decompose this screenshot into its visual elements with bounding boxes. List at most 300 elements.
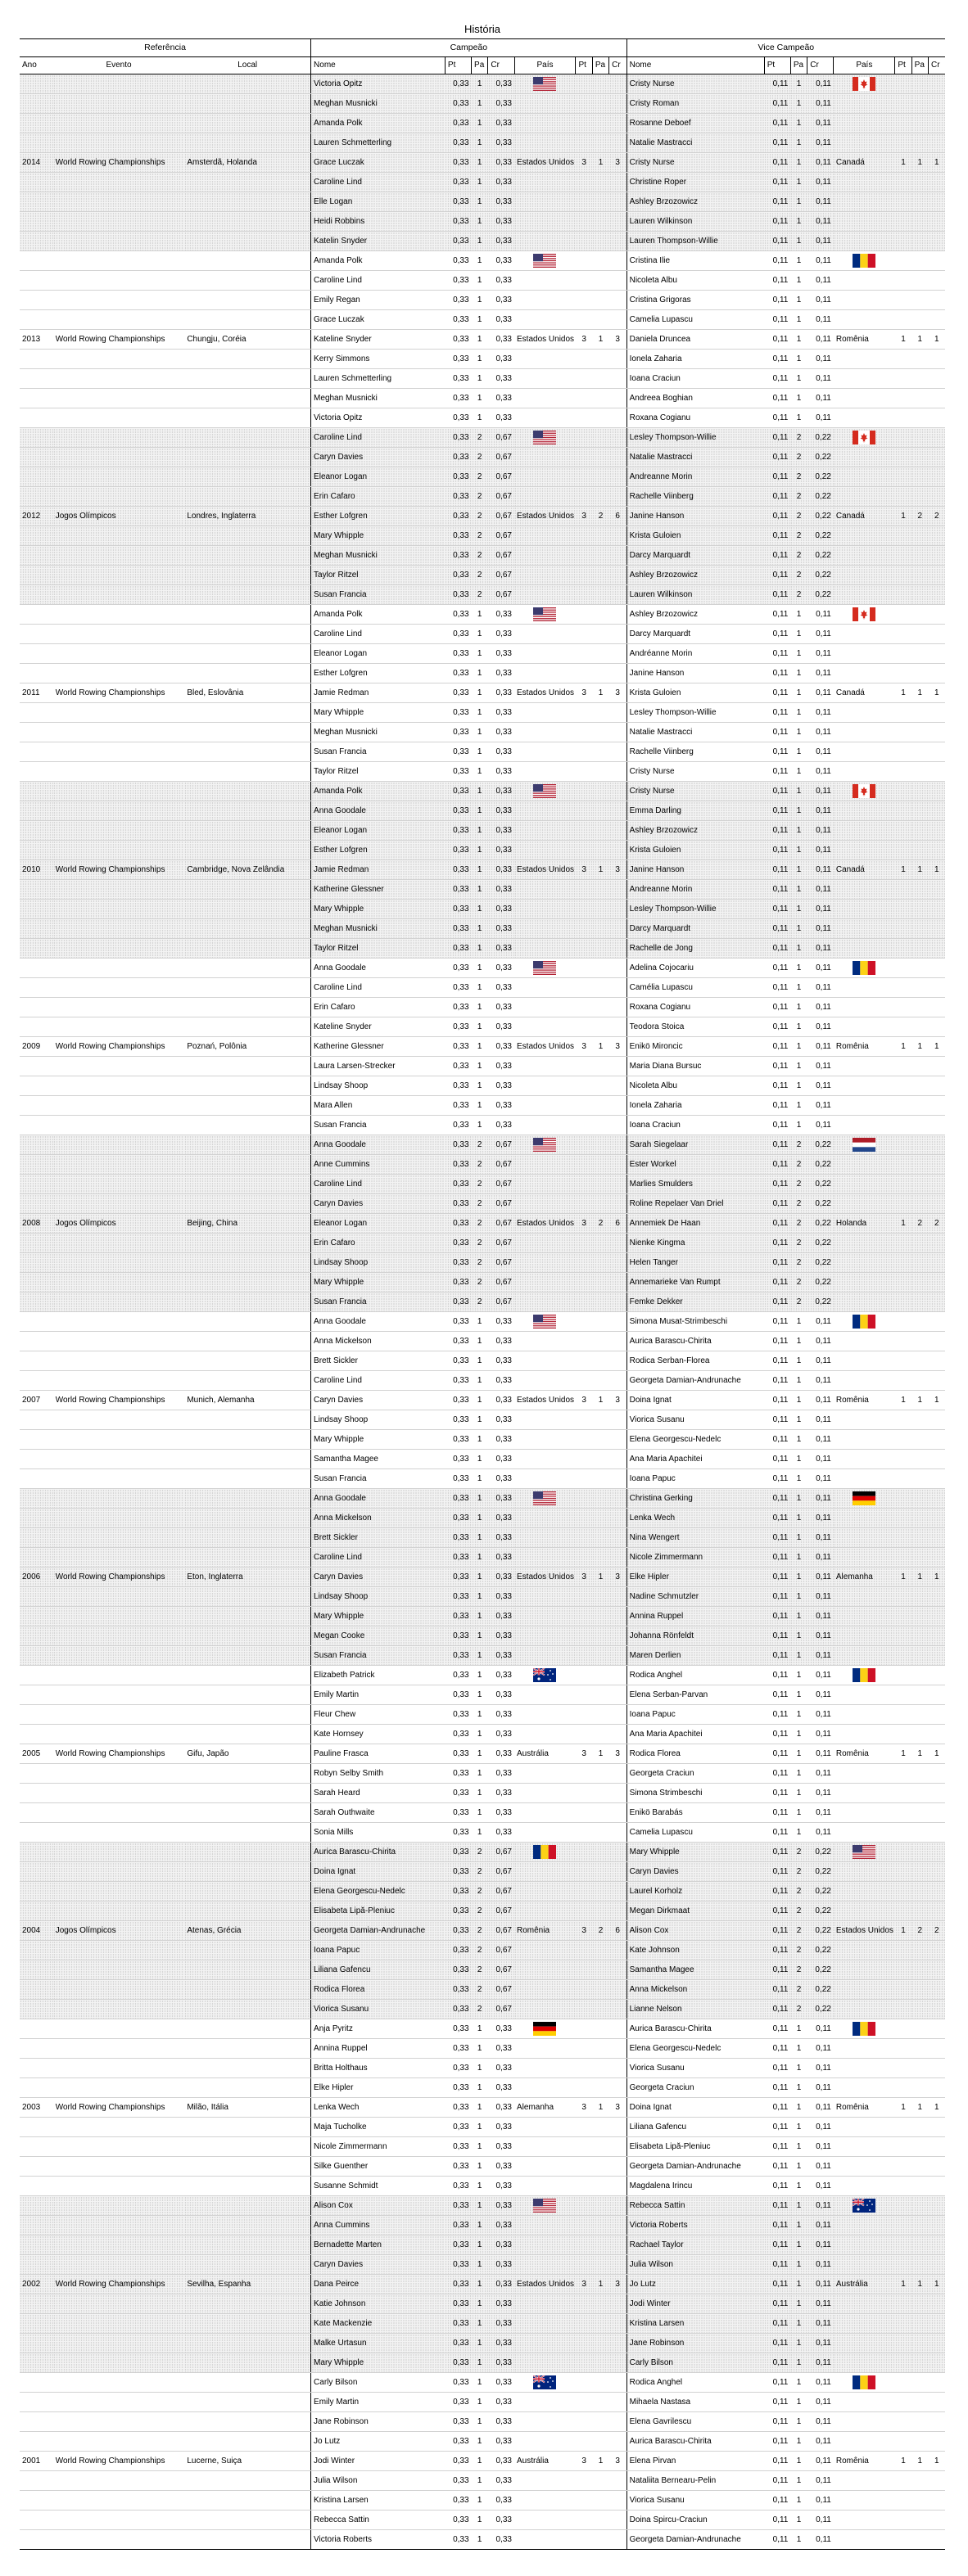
vice-total-pt — [895, 2118, 911, 2137]
ano-cell: 2013 — [20, 330, 53, 350]
champ-total-pt — [576, 2078, 592, 2098]
champ-pt: 0,33 — [445, 900, 471, 919]
evento-cell — [53, 2118, 185, 2137]
champ-total-pt — [576, 526, 592, 546]
vice-total-cr — [929, 1410, 946, 1430]
vice-total-pa: 1 — [911, 1037, 928, 1057]
usa-flag-icon — [533, 607, 556, 621]
vice-pais — [834, 1332, 895, 1351]
vice-name: Camelia Lupascu — [626, 1823, 764, 1843]
champ-pt: 0,33 — [445, 2432, 471, 2452]
local-cell — [184, 644, 310, 664]
vice-total-pa — [911, 1430, 928, 1450]
vice-total-pt — [895, 1057, 911, 1076]
vice-cr: 0,11 — [807, 2275, 834, 2294]
evento-cell — [53, 1803, 185, 1823]
champ-cr: 0,67 — [488, 1921, 514, 1941]
vice-pt: 0,11 — [764, 408, 790, 428]
champ-total-cr — [609, 2000, 626, 2019]
ano-cell — [20, 94, 53, 114]
local-cell — [184, 1607, 310, 1626]
vice-cr: 0,22 — [807, 1214, 834, 1234]
champ-total-pa — [592, 1430, 608, 1450]
champ-pt: 0,33 — [445, 978, 471, 998]
ano-cell — [20, 1135, 53, 1155]
vice-total-cr — [929, 585, 946, 605]
vice-pa: 2 — [790, 1902, 807, 1921]
vice-pt: 0,11 — [764, 1862, 790, 1882]
vice-total-pa — [911, 1862, 928, 1882]
champ-pais — [514, 1351, 576, 1371]
champ-pt: 0,33 — [445, 1960, 471, 1980]
champ-total-pt: 3 — [576, 683, 592, 703]
vice-total-cr — [929, 74, 946, 94]
ano-cell — [20, 310, 53, 330]
vice-cr: 0,11 — [807, 782, 834, 801]
vice-total-pt — [895, 1273, 911, 1293]
vice-total-cr — [929, 1509, 946, 1528]
champ-cr: 0,33 — [488, 94, 514, 114]
champ-total-cr — [609, 2294, 626, 2314]
vice-pa: 1 — [790, 1725, 807, 1744]
champ-pais — [514, 1175, 576, 1194]
vice-name: Camelia Lupascu — [626, 310, 764, 330]
vice-pais — [834, 1784, 895, 1803]
champ-name: Meghan Musnicki — [311, 546, 446, 566]
evento-cell — [53, 1685, 185, 1705]
vice-pais — [834, 1194, 895, 1214]
champ-pa: 1 — [472, 1076, 488, 1096]
vice-pt: 0,11 — [764, 2432, 790, 2452]
champ-total-pt — [576, 2412, 592, 2432]
vice-total-pt — [895, 664, 911, 683]
vice-pa: 1 — [790, 1626, 807, 1646]
vice-pa: 1 — [790, 1548, 807, 1568]
table-row — [20, 428, 945, 448]
vice-total-pa — [911, 841, 928, 860]
ano-cell — [20, 1685, 53, 1705]
champ-total-cr — [609, 723, 626, 742]
table-row — [20, 1234, 945, 1253]
champ-name: Jane Robinson — [311, 2412, 446, 2432]
champ-total-pa — [592, 1528, 608, 1548]
vice-cr: 0,11 — [807, 1116, 834, 1135]
local-cell — [184, 1980, 310, 2000]
local-cell — [184, 1705, 310, 1725]
ano-cell — [20, 919, 53, 939]
vice-total-pa — [911, 2039, 928, 2059]
vice-name: Rodica Anghel — [626, 1666, 764, 1685]
local-cell: Munich, Alemanha — [184, 1391, 310, 1410]
vice-total-cr — [929, 1332, 946, 1351]
evento-cell — [53, 2294, 185, 2314]
champ-total-pa — [592, 1646, 608, 1666]
year-group — [20, 605, 945, 782]
evento-cell — [53, 2334, 185, 2353]
vice-pa: 1 — [790, 1685, 807, 1705]
vice-name: Laurel Korholz — [626, 1882, 764, 1902]
champ-cr: 0,33 — [488, 133, 514, 153]
germany-flag-icon — [853, 1491, 875, 1505]
champ-pa: 1 — [472, 683, 488, 703]
champ-cr: 0,33 — [488, 232, 514, 251]
vice-cr: 0,22 — [807, 1980, 834, 2000]
vice-total-pt — [895, 1902, 911, 1921]
table-row — [20, 841, 945, 860]
champ-flag-icon — [514, 251, 576, 271]
evento-cell — [53, 742, 185, 762]
vice-cr: 0,11 — [807, 1057, 834, 1076]
table-row — [20, 2334, 945, 2353]
champ-total-cr — [609, 2491, 626, 2511]
vice-total-pa: 1 — [911, 2275, 928, 2294]
vice-pa: 2 — [790, 428, 807, 448]
vice-total-pt — [895, 1293, 911, 1312]
champ-pais — [514, 2530, 576, 2550]
vice-pt: 0,11 — [764, 2137, 790, 2157]
local-cell — [184, 1430, 310, 1450]
champ-name: Erin Cafaro — [311, 1234, 446, 1253]
vice-pa: 1 — [790, 369, 807, 389]
champ-cr: 0,33 — [488, 2098, 514, 2118]
table-row — [20, 1509, 945, 1528]
vice-pais: Holanda — [834, 1214, 895, 1234]
champ-name: Kristina Larsen — [311, 2491, 446, 2511]
vice-pt: 0,11 — [764, 153, 790, 173]
champ-total-pt — [576, 2039, 592, 2059]
vice-name: Nina Wengert — [626, 1528, 764, 1548]
vice-total-pt: 1 — [895, 1921, 911, 1941]
champ-total-cr — [609, 605, 626, 625]
vice-total-pa: 1 — [911, 1391, 928, 1410]
vice-flag-icon — [834, 1489, 895, 1509]
vice-name: Rebecca Sattin — [626, 2196, 764, 2216]
vice-pt: 0,11 — [764, 2294, 790, 2314]
local-cell: Amsterdã, Holanda — [184, 153, 310, 173]
vice-total-cr: 1 — [929, 1568, 946, 1587]
champ-pt: 0,33 — [445, 2098, 471, 2118]
vice-total-pt — [895, 546, 911, 566]
champ-total-cr — [609, 350, 626, 369]
usa-flag-icon — [533, 784, 556, 798]
champ-total-cr — [609, 1017, 626, 1037]
ano-cell — [20, 1548, 53, 1568]
vice-cr: 0,22 — [807, 546, 834, 566]
champ-total-pa — [592, 1469, 608, 1489]
vice-pais — [834, 2118, 895, 2137]
champ-cr: 0,33 — [488, 880, 514, 900]
vice-total-pt: 1 — [895, 2452, 911, 2471]
vice-pais — [834, 1607, 895, 1626]
champ-flag-icon — [514, 74, 576, 94]
champ-name: Alison Cox — [311, 2196, 446, 2216]
vice-pa: 2 — [790, 546, 807, 566]
champ-pt: 0,33 — [445, 821, 471, 841]
champ-total-pa — [592, 389, 608, 408]
local-cell — [184, 94, 310, 114]
vice-total-pt — [895, 448, 911, 467]
champ-flag-icon — [514, 2019, 576, 2039]
vice-pa: 1 — [790, 801, 807, 821]
vice-pa: 1 — [790, 2078, 807, 2098]
champ-name: Caroline Lind — [311, 978, 446, 998]
champ-name: Emily Martin — [311, 1685, 446, 1705]
ano-cell — [20, 1862, 53, 1882]
table-row — [20, 467, 945, 487]
col-ano: Ano — [20, 57, 53, 74]
champ-total-cr — [609, 939, 626, 959]
champ-pa: 1 — [472, 998, 488, 1017]
ano-cell: 2002 — [20, 2275, 53, 2294]
table-row — [20, 232, 945, 251]
champ-cr: 0,67 — [488, 1253, 514, 1273]
vice-total-pa — [911, 605, 928, 625]
champ-total-pa — [592, 605, 608, 625]
vice-name: Georgeta Damian-Andrunache — [626, 2530, 764, 2550]
table-row — [20, 2216, 945, 2235]
vice-total-pt — [895, 1666, 911, 1685]
champ-pt: 0,33 — [445, 1175, 471, 1194]
champ-pa: 1 — [472, 900, 488, 919]
champ-pt: 0,33 — [445, 526, 471, 546]
champ-total-pt — [576, 1626, 592, 1646]
evento-cell — [53, 723, 185, 742]
champ-total-pt — [576, 2314, 592, 2334]
champ-pais — [514, 1293, 576, 1312]
vice-total-pt: 1 — [895, 153, 911, 173]
col-vice-cr: Cr — [807, 57, 834, 74]
vice-total-pt — [895, 1135, 911, 1155]
evento-cell — [53, 1371, 185, 1391]
vice-total-pa: 1 — [911, 1744, 928, 1764]
vice-total-cr: 1 — [929, 330, 946, 350]
local-cell — [184, 114, 310, 133]
vice-pt: 0,11 — [764, 2196, 790, 2216]
table-row — [20, 1253, 945, 1273]
vice-pt: 0,11 — [764, 1489, 790, 1509]
vice-total-cr — [929, 173, 946, 192]
champ-pt: 0,33 — [445, 487, 471, 507]
vice-pt: 0,11 — [764, 1116, 790, 1135]
table-row — [20, 2471, 945, 2491]
champ-cr: 0,33 — [488, 2393, 514, 2412]
vice-total-cr — [929, 1882, 946, 1902]
local-cell — [184, 1509, 310, 1528]
table-row — [20, 2137, 945, 2157]
vice-total-pt: 1 — [895, 2098, 911, 2118]
vice-pa: 1 — [790, 2452, 807, 2471]
champ-pa: 1 — [472, 1017, 488, 1037]
champ-pt: 0,33 — [445, 408, 471, 428]
champ-total-pt — [576, 2255, 592, 2275]
champ-pais — [514, 566, 576, 585]
champ-name: Emily Regan — [311, 291, 446, 310]
vice-cr: 0,22 — [807, 467, 834, 487]
champ-total-cr: 3 — [609, 2098, 626, 2118]
local-cell: Atenas, Grécia — [184, 1921, 310, 1941]
table-row — [20, 1469, 945, 1489]
evento-cell — [53, 2177, 185, 2196]
vice-pais — [834, 566, 895, 585]
champ-pt: 0,33 — [445, 2511, 471, 2530]
vice-flag-icon — [834, 2196, 895, 2216]
vice-pa: 2 — [790, 1214, 807, 1234]
vice-pa: 1 — [790, 114, 807, 133]
local-cell — [184, 1469, 310, 1489]
vice-total-pa — [911, 2353, 928, 2373]
champ-total-cr — [609, 467, 626, 487]
champ-pt: 0,33 — [445, 1666, 471, 1685]
vice-total-pa — [911, 1312, 928, 1332]
vice-pa: 1 — [790, 1489, 807, 1509]
vice-total-cr: 1 — [929, 1037, 946, 1057]
champ-pais — [514, 723, 576, 742]
vice-total-pa — [911, 350, 928, 369]
vice-total-pt — [895, 1096, 911, 1116]
table-row — [20, 369, 945, 389]
vice-cr: 0,11 — [807, 1391, 834, 1410]
champ-total-pa — [592, 801, 608, 821]
evento-cell — [53, 841, 185, 860]
vice-total-pt — [895, 408, 911, 428]
vice-cr: 0,22 — [807, 1960, 834, 1980]
champ-total-cr — [609, 2393, 626, 2412]
history-sheet — [20, 20, 945, 2550]
champ-name: Viorica Susanu — [311, 2000, 446, 2019]
evento-cell — [53, 1194, 185, 1214]
champ-pais — [514, 448, 576, 467]
vice-pa: 1 — [790, 1351, 807, 1371]
local-cell — [184, 978, 310, 998]
vice-cr: 0,11 — [807, 330, 834, 350]
vice-total-pt — [895, 1823, 911, 1843]
champ-total-cr — [609, 1941, 626, 1960]
champ-total-pa — [592, 880, 608, 900]
champ-pa: 1 — [472, 841, 488, 860]
col-vice-nome: Nome — [626, 57, 764, 74]
champ-pa: 1 — [472, 153, 488, 173]
vice-pt: 0,11 — [764, 1705, 790, 1725]
vice-total-pt — [895, 1017, 911, 1037]
vice-pais: Canadá — [834, 683, 895, 703]
champ-total-pa: 2 — [592, 1921, 608, 1941]
vice-pais — [834, 1882, 895, 1902]
champ-total-cr — [609, 1862, 626, 1882]
champ-flag-icon — [514, 2373, 576, 2393]
local-cell — [184, 192, 310, 212]
champ-total-pa: 1 — [592, 1391, 608, 1410]
vice-cr: 0,11 — [807, 1430, 834, 1450]
vice-name: Enikö Mironcic — [626, 1037, 764, 1057]
champ-pa: 1 — [472, 1607, 488, 1626]
vice-cr: 0,22 — [807, 1843, 834, 1862]
vice-total-pa — [911, 2078, 928, 2098]
vice-total-pa — [911, 742, 928, 762]
vice-pt: 0,11 — [764, 1902, 790, 1921]
champ-pt: 0,33 — [445, 428, 471, 448]
table-row — [20, 703, 945, 723]
champ-total-pa — [592, 2196, 608, 2216]
champ-pt: 0,33 — [445, 546, 471, 566]
champ-total-pt — [576, 2000, 592, 2019]
evento-cell — [53, 1784, 185, 1803]
champ-total-pa — [592, 644, 608, 664]
vice-pa: 2 — [790, 1273, 807, 1293]
champ-cr: 0,33 — [488, 683, 514, 703]
vice-flag-icon — [834, 782, 895, 801]
vice-cr: 0,11 — [807, 1764, 834, 1784]
vice-total-pt — [895, 1803, 911, 1823]
vice-total-pa: 2 — [911, 1921, 928, 1941]
champ-pt: 0,33 — [445, 1823, 471, 1843]
champ-total-cr — [609, 74, 626, 94]
champ-name: Eleanor Logan — [311, 1214, 446, 1234]
vice-total-pt — [895, 2019, 911, 2039]
vice-name: Ester Workel — [626, 1155, 764, 1175]
vice-total-pa — [911, 291, 928, 310]
table-row — [20, 192, 945, 212]
champ-cr: 0,33 — [488, 1607, 514, 1626]
champ-total-pt — [576, 998, 592, 1017]
champ-pt: 0,33 — [445, 271, 471, 291]
vice-pt: 0,11 — [764, 1312, 790, 1332]
champ-total-pt — [576, 1587, 592, 1607]
header-vice: Vice Campeão — [626, 39, 945, 57]
champ-total-pt — [576, 2118, 592, 2137]
vice-pt: 0,11 — [764, 251, 790, 271]
vice-cr: 0,11 — [807, 271, 834, 291]
vice-total-pt — [895, 1351, 911, 1371]
champ-total-pa: 1 — [592, 2098, 608, 2118]
vice-total-cr — [929, 1312, 946, 1332]
vice-pt: 0,11 — [764, 1430, 790, 1450]
vice-pais — [834, 1587, 895, 1607]
vice-name: Lesley Thompson-Willie — [626, 428, 764, 448]
vice-total-pt — [895, 1450, 911, 1469]
vice-total-pt — [895, 1548, 911, 1568]
vice-name: Rosanne Deboef — [626, 114, 764, 133]
vice-pt: 0,11 — [764, 212, 790, 232]
champ-pt: 0,33 — [445, 173, 471, 192]
champ-pa: 1 — [472, 2294, 488, 2314]
champ-total-pt — [576, 2137, 592, 2157]
table-row — [20, 1784, 945, 1803]
champ-pa: 1 — [472, 2353, 488, 2373]
ano-cell — [20, 1234, 53, 1253]
evento-cell — [53, 2373, 185, 2393]
vice-total-pa: 1 — [911, 860, 928, 880]
champ-cr: 0,33 — [488, 1017, 514, 1037]
ano-cell — [20, 350, 53, 369]
vice-total-pa — [911, 1843, 928, 1862]
table-row — [20, 683, 945, 703]
champ-total-pt — [576, 74, 592, 94]
evento-cell — [53, 2196, 185, 2216]
champ-total-pa — [592, 1293, 608, 1312]
champ-pa: 1 — [472, 2393, 488, 2412]
champ-pa: 1 — [472, 1744, 488, 1764]
vice-pais — [834, 2412, 895, 2432]
champ-total-pt — [576, 546, 592, 566]
vice-total-pa — [911, 1764, 928, 1784]
vice-pa: 1 — [790, 2118, 807, 2137]
champ-pais — [514, 585, 576, 605]
champ-total-pt — [576, 1076, 592, 1096]
vice-total-cr — [929, 350, 946, 369]
table-row — [20, 1017, 945, 1037]
vice-name: Jodi Winter — [626, 2294, 764, 2314]
vice-name: Andreea Boghian — [626, 389, 764, 408]
